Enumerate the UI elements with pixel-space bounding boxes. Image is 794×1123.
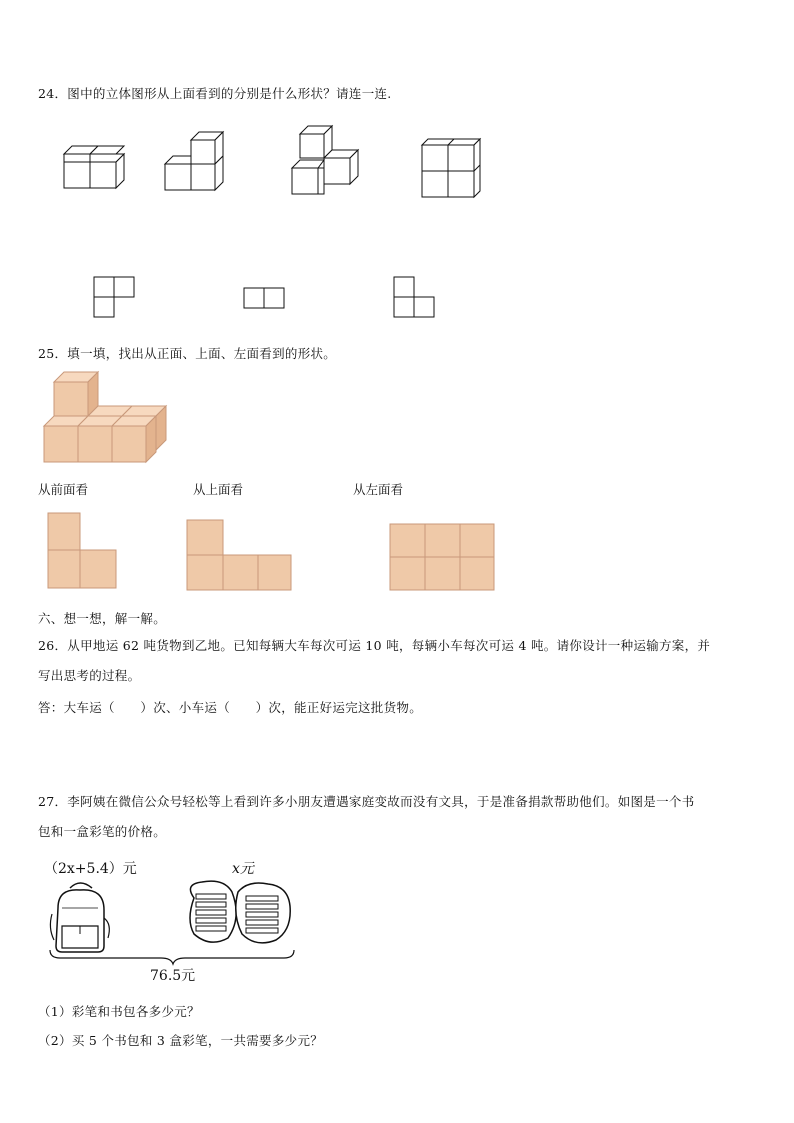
front-view-shape: [48, 513, 118, 591]
bag-price-label: （2x+5.4）元: [44, 861, 137, 877]
solid-figure-1: [64, 146, 126, 190]
q27-line2: 包和一盒彩笔的价格。: [38, 824, 167, 839]
backpack-icon: [48, 878, 114, 956]
q26-line1: 26．从甲地运 62 吨货物到乙地。已知每辆大车每次可运 10 吨，每辆小车每次可运 4 吨。请你设计一种运输方案，并: [38, 638, 711, 653]
solid-figure-4: [422, 139, 484, 201]
q25-text: 25．填一填，找出从正面、上面、左面看到的形状。: [38, 346, 337, 361]
top-view-shape-1: [94, 277, 138, 319]
total-brace: [48, 948, 298, 966]
section-title: 六、想一想，解一解。: [38, 611, 167, 626]
view-label-top: 从上面看: [193, 482, 244, 497]
left-view-shape: [390, 524, 496, 592]
top-view-shape-3: [394, 277, 438, 319]
q27-sub2: （2）买 5 个书包和 3 盒彩笔，一共需要多少元？: [38, 1033, 324, 1048]
q27-line1: 27．李阿姨在微信公众号轻松等上看到许多小朋友遭遇家庭变故而没有文具，于是准备捐款帮助他们。如图是一个书: [38, 794, 695, 809]
top-view-shape-2: [244, 288, 288, 310]
pen-price-label: x元: [232, 861, 254, 877]
solid-figure-2: [165, 132, 227, 192]
solid-figure-3: [292, 126, 362, 196]
top-view-shape-answer: [187, 520, 293, 592]
q24-text: 24．图中的立体图形从上面看到的分别是什么形状？请连一连.: [38, 86, 392, 101]
total-price-label: 76.5元: [150, 968, 196, 984]
q27-sub1: （1）彩笔和书包各多少元？: [38, 1004, 200, 1019]
q26-line2: 写出思考的过程。: [38, 668, 141, 683]
wooden-cube-stack: [44, 372, 172, 466]
colored-pens-icon: [184, 878, 294, 948]
q26-answer: 答：大车运（ ）次、小车运（ ）次，能正好运完这批货物。: [38, 700, 423, 715]
view-label-left: 从左面看: [353, 482, 404, 497]
view-label-front: 从前面看: [38, 482, 89, 497]
